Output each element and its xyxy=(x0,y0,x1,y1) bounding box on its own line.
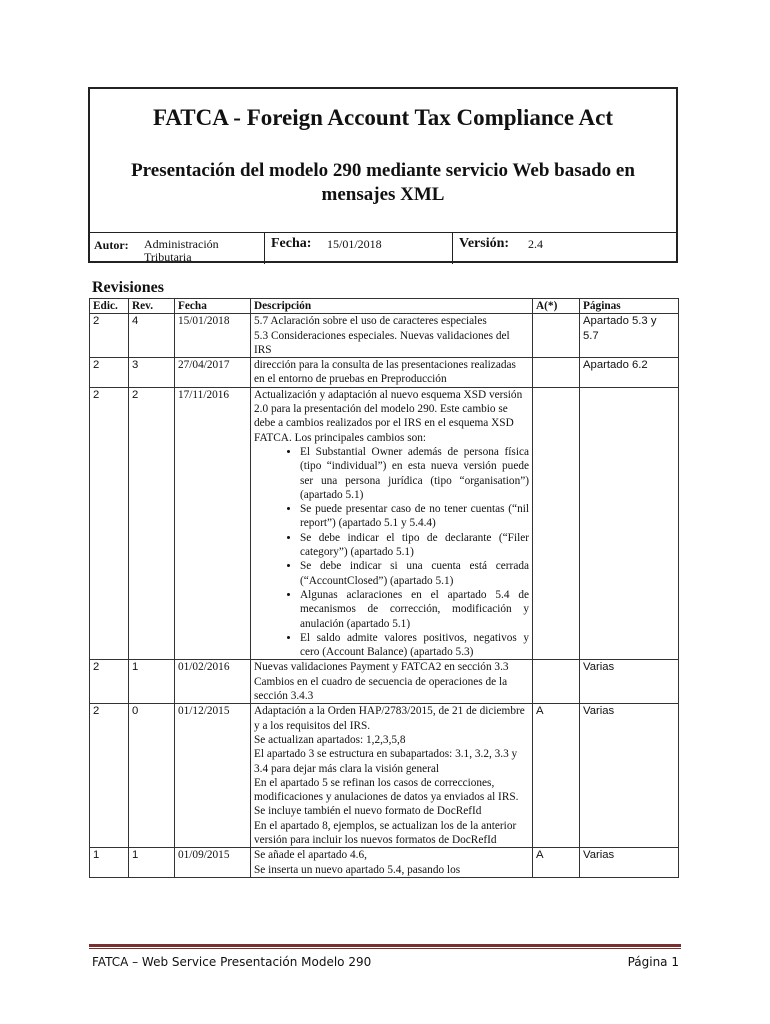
a-cell: A xyxy=(533,848,580,878)
change-list xyxy=(254,445,529,659)
paginas-cell xyxy=(580,387,679,660)
author-label: Autor: xyxy=(94,238,129,252)
table-row xyxy=(90,358,679,388)
a-cell xyxy=(533,387,580,660)
rev-cell: 1 xyxy=(129,848,175,878)
edic-cell: 2 xyxy=(90,704,129,848)
list-item: • Algunas aclaraciones en el apartado 5.4 de mecanismos de corrección, modificación y anulación (apartado 5.1) xyxy=(300,588,529,631)
paginas-cell: Varias xyxy=(580,660,679,704)
descripcion-cell xyxy=(251,358,533,388)
descripcion-line: Se añade el apartado 4.6, xyxy=(254,849,367,862)
fecha-cell: 01/12/2015 xyxy=(175,704,251,848)
column-header-fecha: Fecha xyxy=(175,299,251,314)
descripcion-line: dirección para la consulta de las presentaciones realizadas en el entorno de pruebas en Preproducción xyxy=(254,359,516,386)
edic-cell: 2 xyxy=(90,314,129,358)
descripcion-line: Se actualizan apartados: 1,2,3,5,8 xyxy=(254,733,406,746)
fecha-cell: 01/02/2016 xyxy=(175,660,251,704)
document-meta-row xyxy=(90,232,676,264)
descripcion-cell xyxy=(251,314,533,358)
table-row xyxy=(90,660,679,704)
rev-cell: 4 xyxy=(129,314,175,358)
descripcion-line: 5.3 Consideraciones especiales. Nuevas validaciones del IRS xyxy=(254,329,510,356)
list-item: • El saldo admite valores positivos, negativos y cero (Account Balance) (apartado 5.3) xyxy=(300,631,529,660)
table-row xyxy=(90,314,679,358)
rev-cell: 2 xyxy=(129,387,175,660)
a-cell xyxy=(533,660,580,704)
descripcion-line: 5.7 Aclaración sobre el uso de caracteres especiales xyxy=(254,315,487,328)
a-cell xyxy=(533,358,580,388)
paginas-cell: Varias xyxy=(580,848,679,878)
table-row xyxy=(90,848,679,878)
footer-rule-thin xyxy=(89,948,681,949)
column-header-descripcion: Descripción xyxy=(251,299,533,314)
column-header-paginas: Páginas xyxy=(580,299,679,314)
rev-cell: 0 xyxy=(129,704,175,848)
edic-cell: 2 xyxy=(90,387,129,660)
column-header-edic: Edic. xyxy=(90,299,129,314)
descripcion-line: El apartado 3 se estructura en subapartados: 3.1, 3.2, 3.3 y 3.4 para dejar más clara la visión general xyxy=(254,748,518,775)
edic-cell: 2 xyxy=(90,660,129,704)
edic-cell: 1 xyxy=(90,848,129,878)
paginas-cell: Apartado 6.2 xyxy=(580,358,679,388)
descripcion-line: Adaptación a la Orden HAP/2783/2015, de 21 de diciembre y a los requisitos del IRS. xyxy=(254,705,525,732)
descripcion-line: En el apartado 8, ejemplos, se actualizan los de la anterior versión para incluir los nuevos formatos de DocRefId xyxy=(254,819,517,846)
column-header-a: A(*) xyxy=(533,299,580,314)
table-row xyxy=(90,387,679,660)
descripcion-cell xyxy=(251,848,533,878)
revisions-body xyxy=(90,314,679,878)
document-title: FATCA - Foreign Account Tax Compliance Act xyxy=(153,105,613,130)
document-subtitle: Presentación del modelo 290 mediante servicio Web basado en mensajes XML xyxy=(131,160,635,205)
footer-rule-thick xyxy=(89,944,681,947)
descripcion-line: Cambios en el cuadro de secuencia de operaciones de la sección 3.4.3 xyxy=(254,675,508,703)
paginas-cell: Apartado 5.3 y 5.7 xyxy=(580,314,679,358)
fecha-cell: 27/04/2017 xyxy=(175,358,251,388)
revisions-header-row xyxy=(90,299,679,314)
a-cell xyxy=(533,314,580,358)
fecha-cell: 15/01/2018 xyxy=(175,314,251,358)
descripcion-line: En el apartado 5 se refinan los casos de correcciones, modificaciones y anulaciones de datos ya enviados al IRS. Se incluye también el nuevo formato de DocRefId xyxy=(254,776,519,818)
list-item: • El Substantial Owner además de persona física (tipo “individual”) en esta nueva versión puede ser una persona jurídica (tipo “organisation”) (apartado 5.1) xyxy=(300,445,529,502)
list-item: • Se puede presentar caso de no tener cuentas (“nil report”) (apartado 5.1 y 5.4.4) xyxy=(300,502,529,531)
descripcion-line: Actualización y adaptación al nuevo esquema XSD versión 2.0 para la presentación del modelo 290. Este cambio se debe a cambios realizados por el IRS en el esquema XSD FATCA. Los principales cambios son: xyxy=(254,388,523,444)
column-header-rev: Rev. xyxy=(129,299,175,314)
list-item: • Se debe indicar el tipo de declarante (“Filer category”) (apartado 5.1) xyxy=(300,531,529,560)
document-header-box xyxy=(88,87,678,263)
fecha-cell: 17/11/2016 xyxy=(175,387,251,660)
descripcion-line: Se inserta un nuevo apartado 5.4, pasando los xyxy=(254,863,461,876)
rev-cell: 3 xyxy=(129,358,175,388)
table-row xyxy=(90,704,679,848)
revisions-table xyxy=(89,298,679,878)
version-value: 2.4 xyxy=(528,237,543,251)
a-cell: A xyxy=(533,704,580,848)
descripcion-line: Nuevas validaciones Payment y FATCA2 en sección 3.3 xyxy=(254,661,509,674)
descripcion-cell xyxy=(251,660,533,704)
date-cell xyxy=(264,233,452,264)
list-item: • Se debe indicar si una cuenta está cerrada (“AccountClosed”) (apartado 5.1) xyxy=(300,559,529,588)
version-label: Versión: xyxy=(459,236,510,251)
descripcion-cell xyxy=(251,387,533,660)
footer-page-number: Página 1 xyxy=(627,955,679,969)
paginas-cell: Varias xyxy=(580,704,679,848)
date-value: 15/01/2018 xyxy=(327,237,382,251)
edic-cell: 2 xyxy=(90,358,129,388)
rev-cell: 1 xyxy=(129,660,175,704)
author-value: Administración Tributaria xyxy=(144,237,219,264)
author-cell xyxy=(90,233,264,264)
descripcion-cell xyxy=(251,704,533,848)
fecha-cell: 01/09/2015 xyxy=(175,848,251,878)
footer-document-name: FATCA – Web Service Presentación Modelo 290 xyxy=(92,955,372,969)
date-label: Fecha: xyxy=(271,236,312,251)
revisions-heading: Revisiones xyxy=(92,279,164,296)
version-cell xyxy=(452,233,678,264)
